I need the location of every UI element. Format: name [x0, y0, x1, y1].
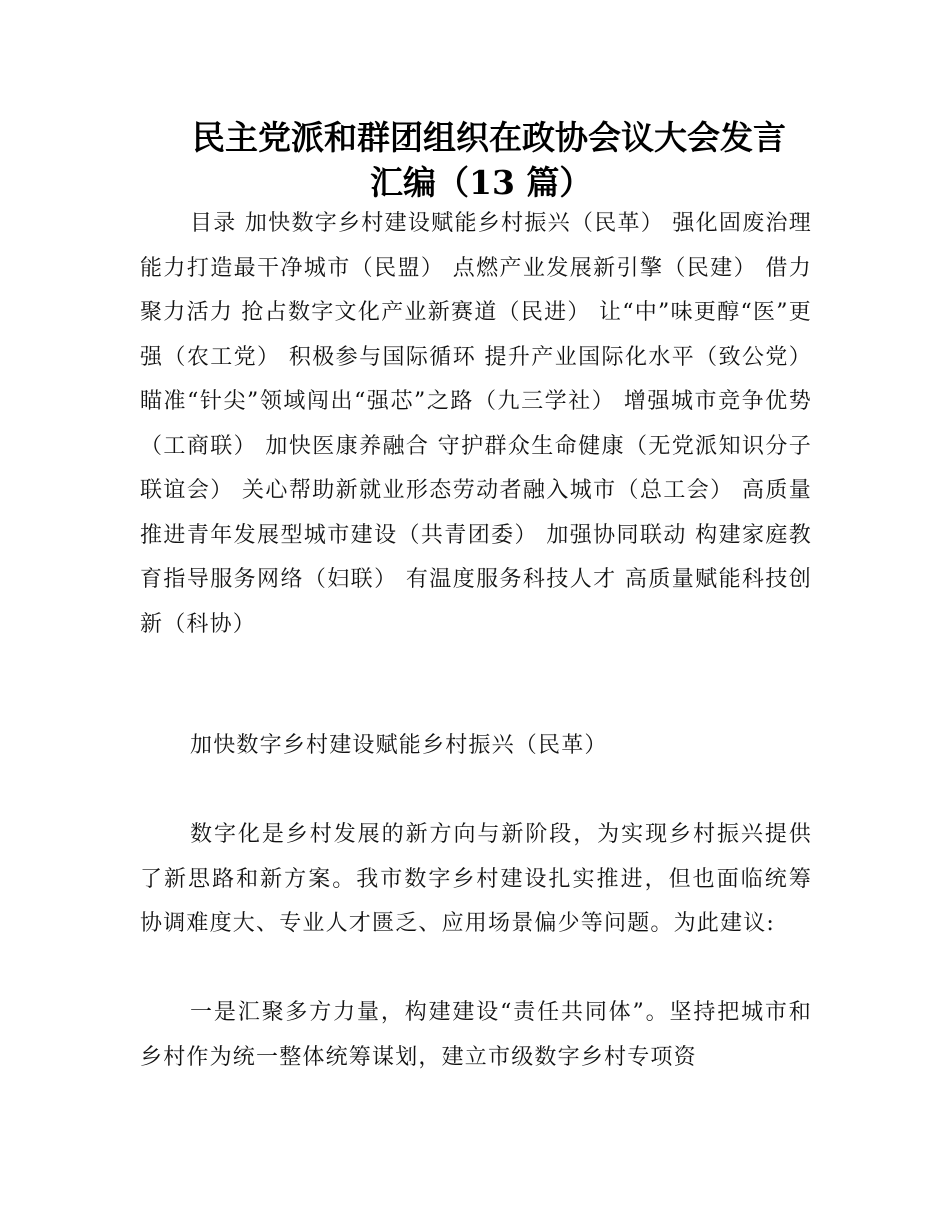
section-heading: 加快数字乡村建设赋能乡村振兴（民革）: [190, 733, 608, 758]
body-paragraph-2: 一是汇聚多方力量，构建建设“责任共同体”。坚持把城市和乡村作为统一整体统筹谋划，建立市级数字乡村专项资: [140, 1000, 812, 1070]
document-title-line-2: 汇编（13 篇）: [370, 163, 593, 202]
table-of-contents: 目录 加快数字乡村建设赋能乡村振兴（民革） 强化固废治理能力打造最干净城市（民盟） 点燃产业发展新引擎（民建） 借力聚力活力 抢占数字文化产业新赛道（民进） 让“中”味更醇“医”更强（农工党） 积极参与国际循环 提升产业国际化水平（致公党） 瞄准“针尖”领域闯出“强芯”之路（九三学社） 增强城市竞争优势（工商联） 加快医康养融合 守护群众生命健康（无党派知识分子联谊会） 关心帮助新就业形态劳动者融入城市（总工会） 高质量推进青年发展型城市建设（共青团委） 加强协同联动 构建家庭教育指导服务网络（妇联） 有温度服务科技人才 高质量赋能科技创新（科协）: [140, 211, 812, 637]
document-title-line-1: 民主党派和群团组织在政协会议大会发言: [192, 118, 786, 157]
body-paragraph-1: 数字化是乡村发展的新方向与新阶段，为实现乡村振兴提供了新思路和新方案。我市数字乡村建设扎实推进，但也面临统筹协调难度大、专业人才匮乏、应用场景偏少等问题。为此建议:: [140, 822, 812, 936]
